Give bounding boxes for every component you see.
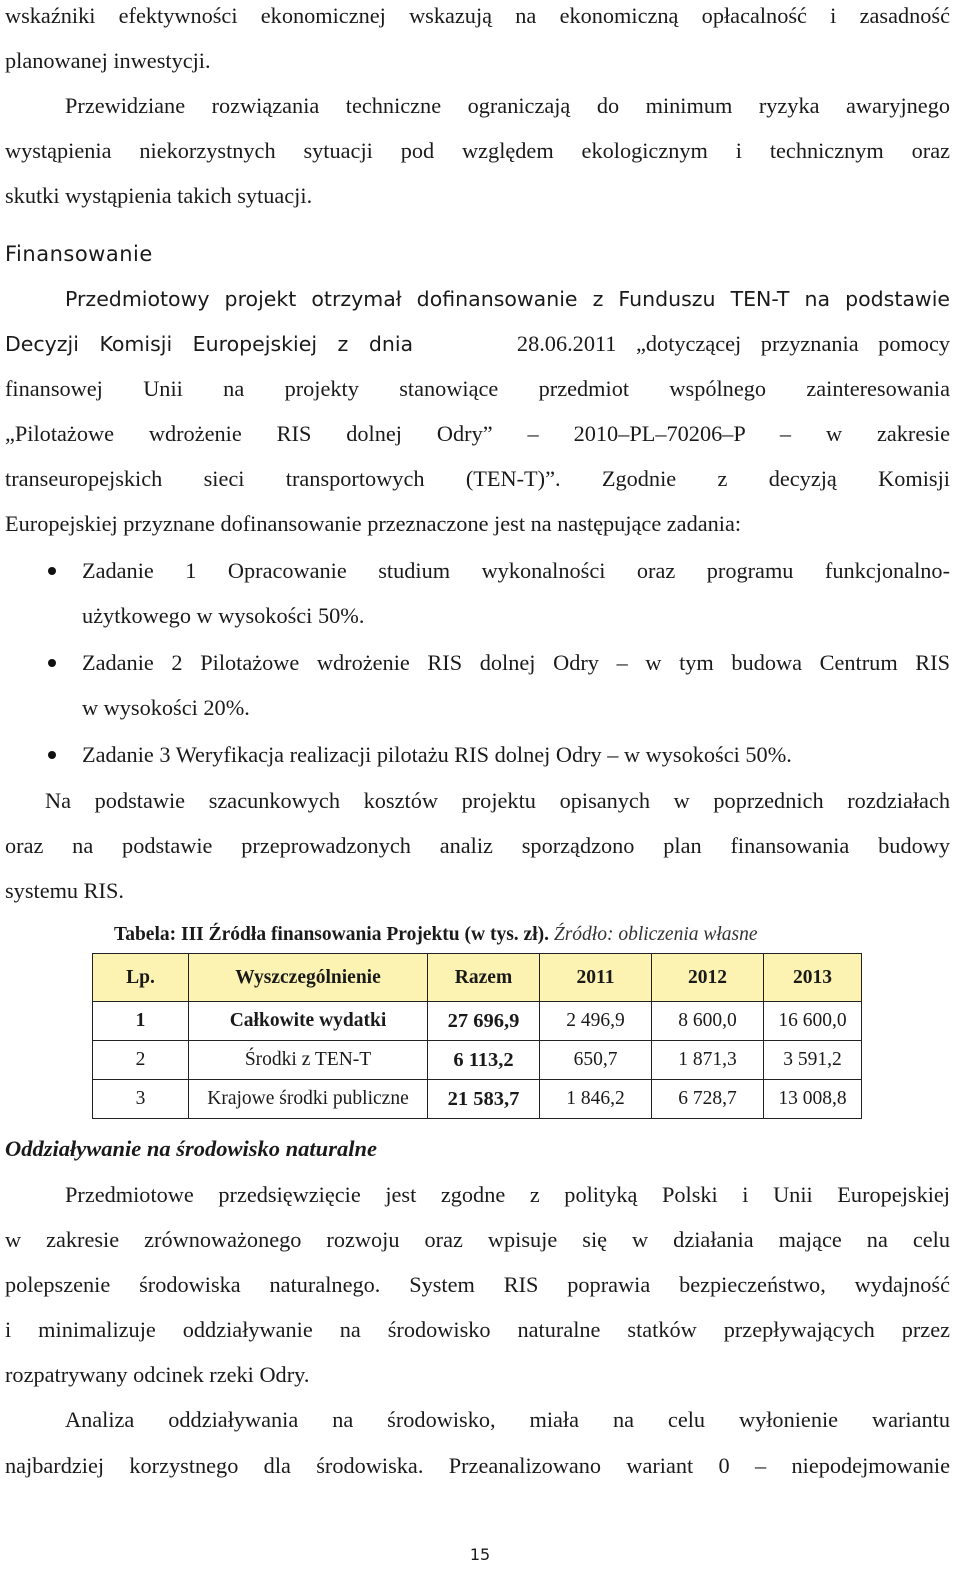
paragraph-line: rozpatrywany odcinek rzeki Odry. bbox=[5, 1362, 310, 1387]
list-item: Zadanie 1 Opracowanie studium wykonalności oraz programu funkcjonalno- bbox=[82, 558, 950, 583]
table-row bbox=[93, 1002, 862, 1041]
table-cell: 6 113,2 bbox=[428, 1041, 540, 1080]
paragraph-line: Przedmiotowe przedsięwzięcie jest zgodne z polityką Polski i Unii Europejskiej bbox=[65, 1182, 950, 1207]
table-row bbox=[93, 1041, 862, 1080]
paragraph-line: najbardziej korzystnego dla środowiska. Przeanalizowano wariant 0 – niepodejmowanie bbox=[5, 1453, 950, 1478]
paragraph-line: planowanej inwestycji. bbox=[5, 48, 211, 73]
table-cell: Krajowe środki publiczne bbox=[189, 1080, 428, 1119]
table-cell: 1 846,2 bbox=[540, 1080, 652, 1119]
table-caption-source: Źródło: obliczenia własne bbox=[553, 924, 758, 945]
paragraph-line: Analiza oddziaływania na środowisko, miała na celu wyłonienie wariantu bbox=[65, 1407, 950, 1432]
table-cell: 3 bbox=[93, 1080, 189, 1119]
list-item: Zadanie 2 Pilotażowe wdrożenie RIS dolnej Odry – w tym budowa Centrum RIS bbox=[82, 650, 950, 675]
bullet-icon bbox=[48, 659, 56, 667]
paragraph-line: polepszenie środowiska naturalnego. System RIS poprawia bezpieczeństwo, wydajność bbox=[5, 1272, 950, 1297]
section-heading-financing: Finansowanie bbox=[5, 242, 153, 266]
paragraph-line: oraz na podstawie przeprowadzonych analiz sporządzono plan finansowania budowy bbox=[5, 833, 950, 858]
paragraph-line: systemu RIS. bbox=[5, 878, 124, 903]
column-header: Razem bbox=[428, 954, 540, 1002]
paragraph-line: Przewidziane rozwiązania techniczne ograniczają do minimum ryzyka awaryjnego bbox=[65, 93, 950, 118]
table-cell: 2 496,9 bbox=[540, 1002, 652, 1041]
table-cell: Środki z TEN-T bbox=[189, 1041, 428, 1080]
list-item: użytkowego w wysokości 50%. bbox=[82, 603, 365, 628]
column-header: 2012 bbox=[652, 954, 764, 1002]
table-cell: Całkowite wydatki bbox=[189, 1002, 428, 1041]
table-header-row bbox=[93, 954, 862, 1002]
table-cell: 650,7 bbox=[540, 1041, 652, 1080]
paragraph-line: wystąpienia niekorzystnych sytuacji pod względem ekologicznym i technicznym oraz bbox=[5, 138, 950, 163]
table-row bbox=[93, 1080, 862, 1119]
list-item: Zadanie 3 Weryfikacja realizacji pilotażu RIS dolnej Odry – w wysokości 50%. bbox=[82, 742, 792, 767]
table-cell: 3 591,2 bbox=[764, 1041, 862, 1080]
table-cell: 13 008,8 bbox=[764, 1080, 862, 1119]
list-item: w wysokości 20%. bbox=[82, 695, 250, 720]
paragraph-line: „Pilotażowe wdrożenie RIS dolnej Odry” – 2010–PL–70206–P – w zakresie bbox=[5, 421, 950, 446]
table-cell: 8 600,0 bbox=[652, 1002, 764, 1041]
paragraph-line bbox=[5, 329, 950, 359]
paragraph-line: Na podstawie szacunkowych kosztów projektu opisanych w poprzednich rozdziałach bbox=[45, 788, 950, 813]
table-cell: 21 583,7 bbox=[428, 1080, 540, 1119]
table-cell: 16 600,0 bbox=[764, 1002, 862, 1041]
paragraph-line: i minimalizuje oddziaływanie na środowisko naturalne statków przepływających przez bbox=[5, 1317, 950, 1342]
paragraph-line: finansowej Unii na projekty stanowiące przedmiot wspólnego zainteresowania bbox=[5, 376, 950, 401]
table-cell: 2 bbox=[93, 1041, 189, 1080]
paragraph-line: Przedmiotowy projekt otrzymał dofinansowanie z Funduszu TEN-T na podstawie bbox=[65, 287, 950, 311]
column-header: 2011 bbox=[540, 954, 652, 1002]
paragraph-line: wskaźniki efektywności ekonomicznej wskazują na ekonomiczną opłacalność i zasadność bbox=[5, 3, 950, 28]
table-caption bbox=[114, 922, 758, 948]
column-header: 2013 bbox=[764, 954, 862, 1002]
table-caption-title: Tabela: III Źródła finansowania Projektu (w tys. zł). bbox=[114, 924, 549, 945]
paragraph-segment: Decyzji Komisji Europejskiej z dnia bbox=[5, 332, 414, 356]
financing-table bbox=[92, 953, 862, 1119]
paragraph-line: skutki wystąpienia takich sytuacji. bbox=[5, 183, 313, 208]
section-heading-environment: Oddziaływanie na środowisko naturalne bbox=[5, 1136, 377, 1161]
table-cell: 1 bbox=[93, 1002, 189, 1041]
paragraph-line: transeuropejskich sieci transportowych (TEN-T)”. Zgodnie z decyzją Komisji bbox=[5, 466, 950, 491]
paragraph-segment: 28.06.2011 „dotyczącej przyznania pomocy bbox=[516, 331, 950, 356]
paragraph-line: Europejskiej przyznane dofinansowanie przeznaczone jest na następujące zadania: bbox=[5, 511, 742, 536]
page-number: 15 bbox=[469, 1545, 491, 1564]
table-cell: 27 696,9 bbox=[428, 1002, 540, 1041]
bullet-icon bbox=[48, 751, 56, 759]
table-cell: 1 871,3 bbox=[652, 1041, 764, 1080]
bullet-icon bbox=[48, 567, 56, 575]
paragraph-line: w zakresie zrównoważonego rozwoju oraz wpisuje się w działania mające na celu bbox=[5, 1227, 950, 1252]
column-header: Lp. bbox=[93, 954, 189, 1002]
table-cell: 6 728,7 bbox=[652, 1080, 764, 1119]
column-header: Wyszczególnienie bbox=[189, 954, 428, 1002]
